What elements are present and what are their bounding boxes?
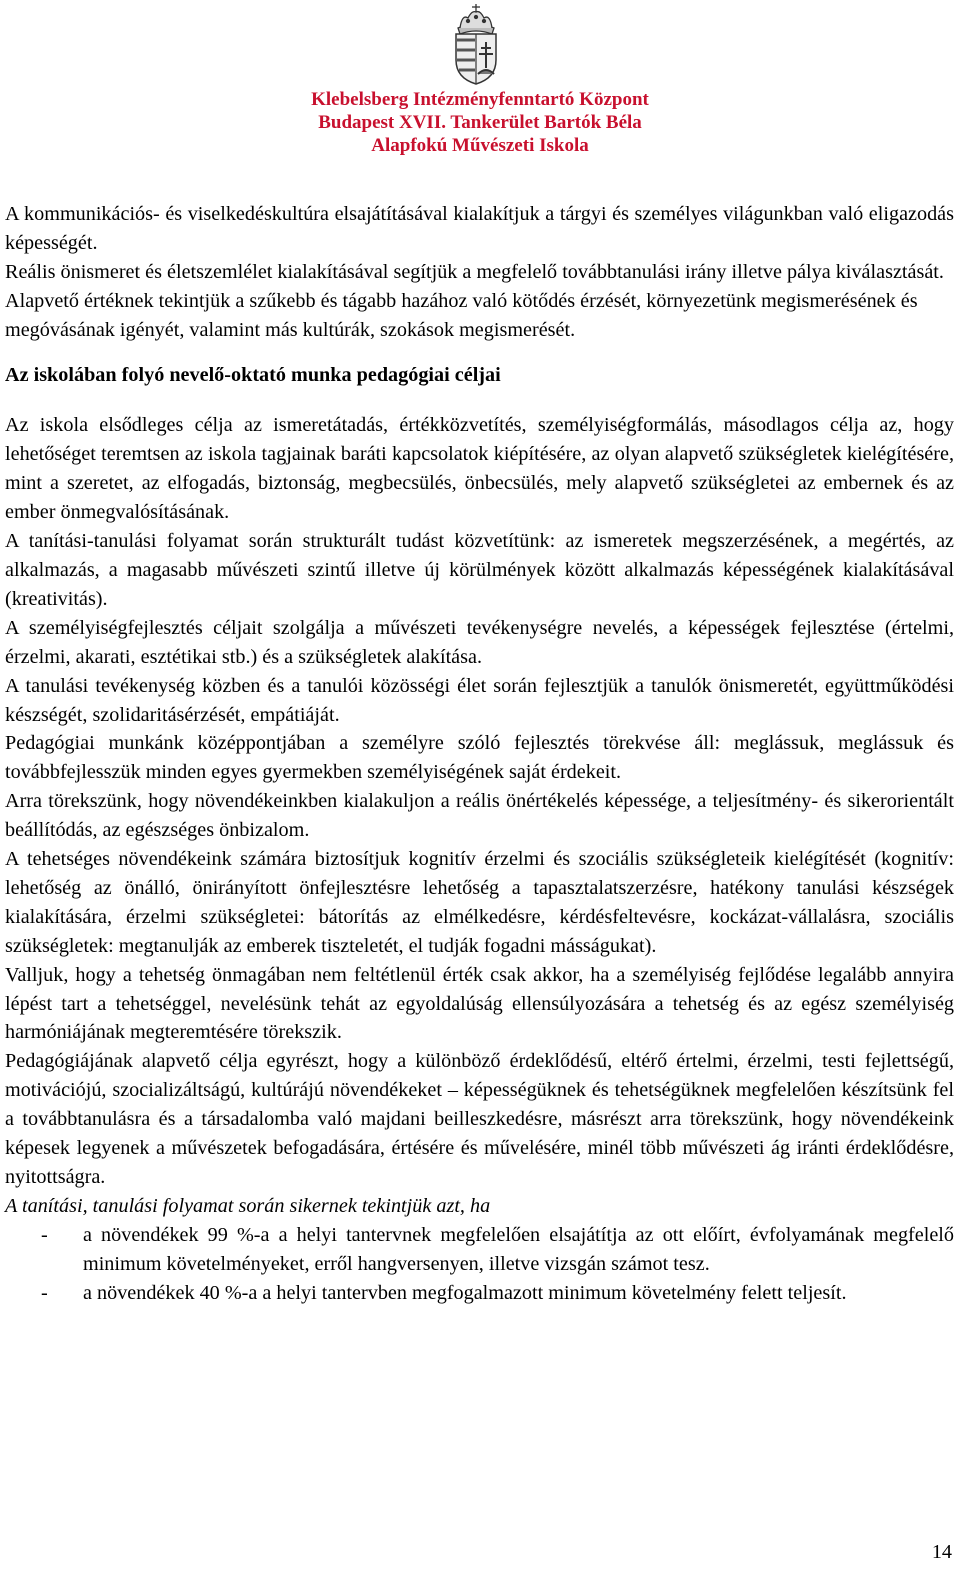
organization-name-line3: Alapfokú Művészeti Iskola: [371, 135, 589, 156]
hungarian-coat-of-arms-icon: [444, 2, 508, 86]
paragraph: Alapvető értéknek tekintjük a szűkebb és tágabb hazához való kötődés érzését, környezetünk megismerésének és megóvásának igényét, valamint más kultúrák, szokások megismerését.: [5, 289, 918, 341]
list-item: [5, 1221, 954, 1279]
page-number: 14: [931, 1541, 952, 1563]
document-body: [5, 200, 954, 1308]
paragraph: A kommunikációs- és viselkedéskultúra elsajátításával kialakítjuk a tárgyi és személyes világunkban való eligazodás képességét.: [5, 203, 954, 254]
section-heading: Az iskolában folyó nevelő-oktató munka pedagógiai céljai: [5, 363, 501, 386]
paragraph: Reális önismeret és életszemlélet kialakításával segítjük a megfelelő továbbtanulási irány illetve pálya kiválasztását.: [5, 260, 944, 283]
paragraph: A tanítási-tanulási folyamat során strukturált tudást közvetítünk: az ismeretek megszerzésének, a megértés, az alkalmazás, a magasabb művészeti szintű illetve új körülmények között alkalmazás képességének kialakításával (kreativitás).: [5, 530, 954, 610]
paragraph: Arra törekszünk, hogy növendékeinkben kialakuljon a reális önértékelés képessége, a teljesítmény- és sikerorientált beállítódás, az egészséges önbizalom.: [5, 790, 954, 842]
paragraph: Pedagógiai munkánk középpontjában a személyre szóló fejlesztés törekvése áll: meglássuk, meglássuk és továbbfejlesszük minden egyes gyermekben személyiségének saját érdekeit.: [5, 732, 954, 784]
organization-name-line2: Budapest XVII. Tankerület Bartók Béla: [318, 112, 642, 133]
list-intro: A tanítási, tanulási folyamat során sikernek tekintjük azt, ha: [5, 1194, 491, 1217]
list-marker: -: [41, 1281, 48, 1304]
paragraph: A tehetséges növendékeink számára biztosítjuk kognitív érzelmi és szociális szükségleteik kielégítését (kognitív: lehetőség az önálló, önirányított önfejlesztésre lehetőség a tapasztalatszerzésre, hatékony tanulási készségek kialakítására, érzelmi szükségletei: bátorítás az elmélkedésre, kérdésfeltevésre, kockázat-vállalásra, szociális szükségletek: megtanulják az emberek tiszteletét, el tudják fogadni másságukat).: [5, 848, 954, 957]
success-criteria-list: [5, 1221, 954, 1308]
list-item: [5, 1279, 954, 1308]
list-item-text: a növendékek 99 %-a a helyi tantervnek megfelelően elsajátítja az ott előírt, évfolyamának megfelelő minimum követelményeket, erről hangversenyen, illetve vizsgán számot tesz.: [83, 1223, 954, 1275]
document-header: [0, 0, 960, 165]
paragraph: Az iskola elsődleges célja az ismeretátadás, értékközvetítés, személyiségformálás, másodlagos célja az, hogy lehetőséget teremtsen az iskola tagjainak baráti kapcsolatok kiépítésére, az olyan alapvető szükségletek kielégítésére, mint a szeretet, az elfogadás, biztonság, megbecsülés, önbecsülés, mely alapvető szükségletei az embernek és az ember önmegvalósításának.: [5, 414, 954, 524]
list-marker: -: [41, 1223, 48, 1246]
paragraph: A tanulási tevékenység közben és a tanulói közösségi élet során fejlesztjük a tanulók önismeretét, együttműködési készségét, szolidaritásérzését, empátiáját.: [5, 674, 954, 726]
organization-name-line1: Klebelsberg Intézményfenntartó Központ: [311, 89, 649, 110]
paragraph: Pedagógiájának alapvető célja egyrészt, hogy a különböző érdeklődésű, eltérő értelmi, érzelmi, testi fejlettségű, motivációjú, szocializáltságú, kultúrájú növendékeket – képességüknek és tehetségüknek megfelelően készítsünk fel a továbbtanulásra és a társadalomba való majdani beilleszkedésre, másrészt arra törekszünk, hogy növendékeink képesek legyenek a művészetek befogadására, értésére és művelésére, minél több művészeti ág iránti érdeklődésre, nyitottságra.: [5, 1050, 954, 1188]
paragraph: A személyiségfejlesztés céljait szolgálja a művészeti tevékenységre nevelés, a képességek fejlesztése (értelmi, érzelmi, akarati, esztétikai stb.) és a szükségletek alakítása.: [5, 616, 954, 668]
list-item-text: a növendékek 40 %-a a helyi tantervben megfogalmazott minimum követelmény felett teljesít.: [83, 1281, 847, 1304]
paragraph: Valljuk, hogy a tehetség önmagában nem feltétlenül érték csak akkor, ha a személyiség fejlődése legalább annyira lépést tart a tehetséggel, nevelésünk tehát az egyoldalúság ellensúlyozására a tehetség és az egész személyiség harmóniájának megteremtésére törekszik.: [5, 963, 954, 1044]
